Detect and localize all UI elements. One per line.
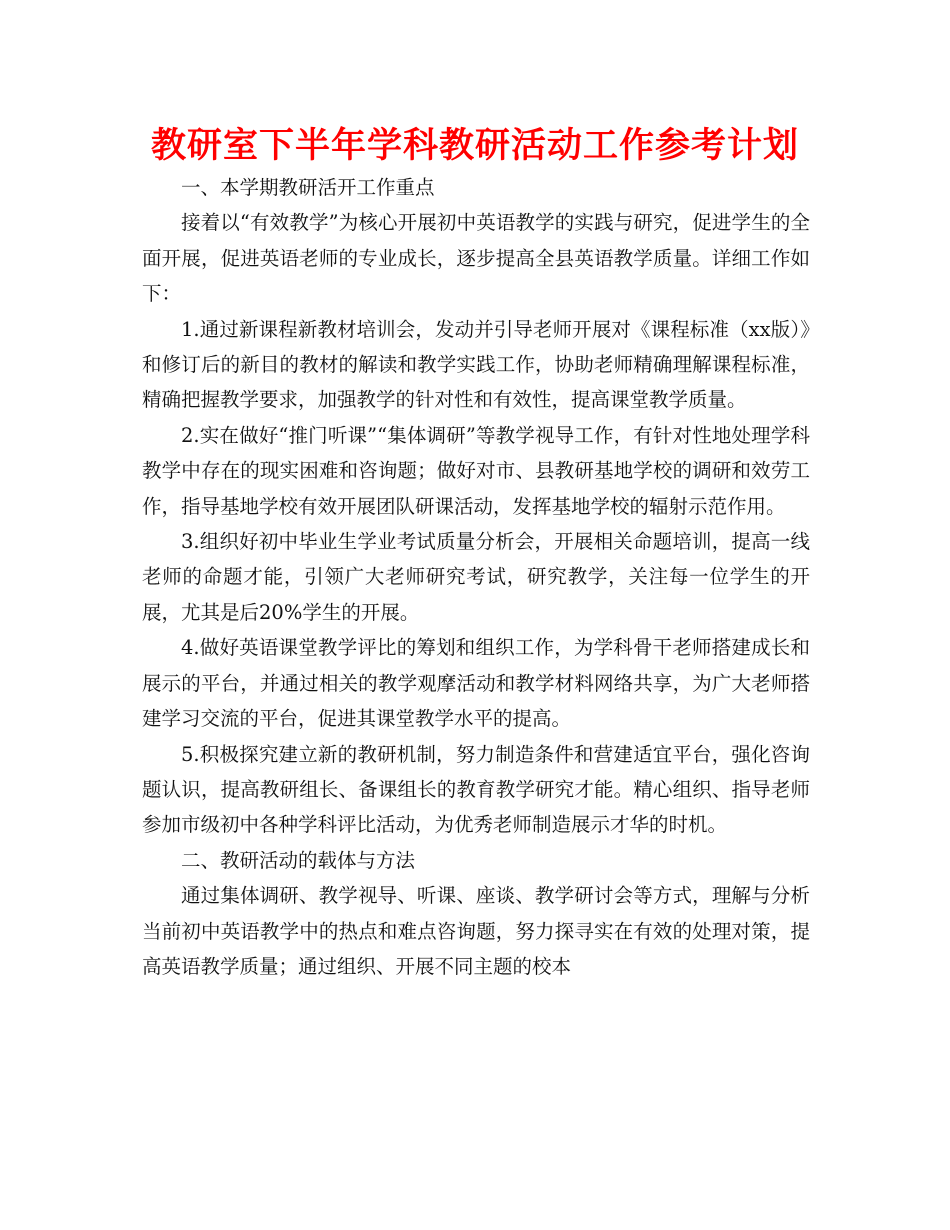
section-heading-2: 二、教研活动的载体与方法 bbox=[181, 848, 416, 872]
paragraph-item-5: 5.积极探究建立新的教研机制，努力制造条件和营建适宜平台，强化咨询题认识，提高教研组长、备课组长的教育教学研究才能。精心组织、指导老师参加市级初中各种学科评比活动，为优秀老师制造展示才华的时机。 bbox=[142, 742, 810, 837]
paragraph-item-4: 4.做好英语课堂教学评比的筹划和组织工作，为学科骨干老师搭建成长和展示的平台，并通过相关的教学观摩活动和教学材料网络共享，为广大老师搭建学习交流的平台，促进其课堂教学水平的提高。 bbox=[142, 636, 810, 731]
paragraph-item-1: 1.通过新课程新教材培训会，发动并引导老师开展对《课程标准（xx版）》和修订后的新目的教材的解读和教学实践工作，协助老师精确理解课程标准，精确把握教学要求，加强教学的针对性和有效性，提高课堂教学质量。 bbox=[142, 317, 810, 412]
section-heading-1: 一、本学期教研活开工作重点 bbox=[181, 176, 435, 199]
paragraph-item-2: 2.实在做好“推门听课”“集体调研”等教学视导工作，有针对性地处理学科教学中存在的现实困难和咨询题；做好对市、县教研基地学校的调研和效劳工作，指导基地学校有效开展团队研课活动，发挥基地学校的辐射示范作用。 bbox=[142, 423, 810, 518]
paragraph-methods: 通过集体调研、教学视导、听课、座谈、教学研讨会等方式，理解与分析当前初中英语教学中的热点和难点咨询题，努力探寻实在有效的处理对策，提高英语教学质量；通过组织、开展不同主题的校本 bbox=[142, 884, 810, 978]
paragraph-intro: 接着以“有效教学”为核心开展初中英语教学的实践与研究，促进学生的全面开展，促进英语老师的专业成长，逐步提高全县英语教学质量。详细工作如下： bbox=[142, 211, 810, 306]
document-title: 教研室下半年学科教研活动工作参考计划 bbox=[150, 126, 799, 166]
document-body bbox=[142, 170, 810, 984]
paragraph-item-3: 3.组织好初中毕业生学业考试质量分析会，开展相关命题培训，提高一线老师的命题才能，引领广大老师研究考试，研究教学，关注每一位学生的开展，尤其是后20%学生的开展。 bbox=[142, 530, 810, 624]
